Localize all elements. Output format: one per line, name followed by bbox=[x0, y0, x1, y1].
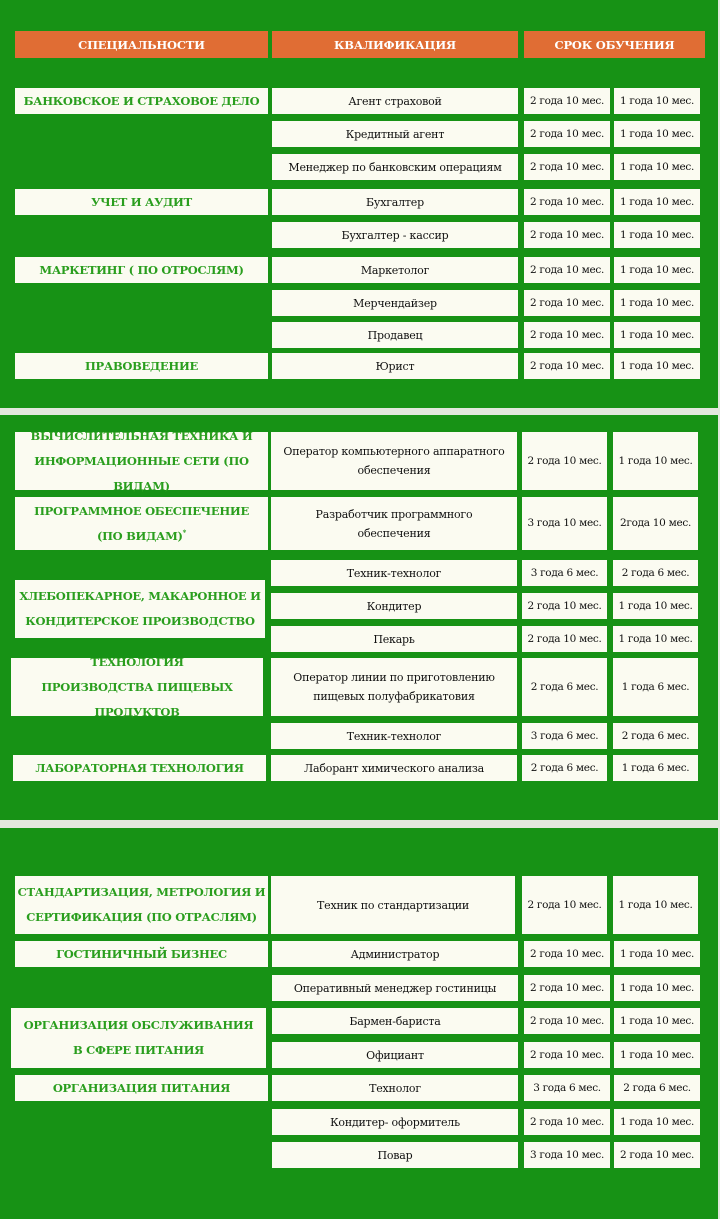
qualification-cell: Бухгалтер bbox=[272, 189, 518, 215]
specialty-banking: БАНКОВСКОЕ И СТРАХОВОЕ ДЕЛО bbox=[15, 88, 268, 114]
specialty-accounting: УЧЕТ И АУДИТ bbox=[15, 189, 268, 215]
duration-cell: 1 года 10 мес. bbox=[614, 121, 700, 147]
duration-cell: 2 года 10 мес. bbox=[524, 189, 610, 215]
qualification-cell: Кредитный агент bbox=[272, 121, 518, 147]
qualification-cell: Пекарь bbox=[271, 626, 517, 652]
duration-cell: 1 года 10 мес. bbox=[614, 222, 700, 248]
qualification-cell: Техник-технолог bbox=[271, 560, 517, 586]
header-specialty: СПЕЦИАЛЬНОСТИ bbox=[15, 31, 268, 58]
specialty-bakery: ХЛЕБОПЕКАРНОЕ, МАКАРОННОЕ И КОНДИТЕРСКОЕ ПРОИЗВОДСТВО bbox=[15, 580, 265, 638]
qualification-cell: Агент страховой bbox=[272, 88, 518, 114]
duration-cell: 2 года 10 мес. bbox=[522, 432, 607, 490]
duration-cell: 2 года 6 мес. bbox=[613, 560, 698, 586]
duration-cell: 2 года 10 мес. bbox=[522, 876, 607, 934]
qualification-cell: Бармен-бариста bbox=[272, 1008, 518, 1034]
duration-cell: 1 года 10 мес. bbox=[614, 941, 700, 967]
qualification-cell: Оператор линии по приготовлению пищевых полуфабрикатовия bbox=[271, 658, 517, 716]
duration-cell: 1 года 6 мес. bbox=[613, 755, 698, 781]
qualification-cell: Бухгалтер - кассир bbox=[272, 222, 518, 248]
duration-cell: 2 года 10 мес. bbox=[524, 121, 610, 147]
header-duration: СРОК ОБУЧЕНИЯ bbox=[524, 31, 705, 58]
specialty-hotel: ГОСТИНИЧНЫЙ БИЗНЕС bbox=[15, 941, 268, 967]
qualification-cell: Продавец bbox=[272, 322, 518, 348]
qualification-cell: Оперативный менеджер гостиницы bbox=[272, 975, 518, 1001]
duration-cell: 1 года 10 мес. bbox=[614, 975, 700, 1001]
specialty-catering-service: ОРГАНИЗАЦИЯ ОБСЛУЖИВАНИЯ В СФЕРЕ ПИТАНИЯ bbox=[11, 1008, 266, 1068]
duration-cell: 1 года 10 мес. bbox=[614, 290, 700, 316]
specialty-laboratory: ЛАБОРАТОРНАЯ ТЕХНОЛОГИЯ bbox=[13, 755, 266, 781]
duration-cell: 2года 10 мес. bbox=[613, 497, 698, 550]
qualification-cell: Лаборант химического анализа bbox=[271, 755, 517, 781]
duration-cell: 1 года 10 мес. bbox=[613, 593, 698, 619]
duration-cell: 2 года 10 мес. bbox=[524, 222, 610, 248]
panel-technology bbox=[0, 415, 718, 820]
qualification-cell: Менеджер по банковским операциям bbox=[272, 154, 518, 180]
duration-cell: 2 года 10 мес. bbox=[524, 1042, 610, 1068]
duration-cell: 2 года 10 мес. bbox=[522, 593, 607, 619]
duration-cell: 1 года 10 мес. bbox=[614, 189, 700, 215]
specialty-computing: ВЫЧИСЛИТЕЛЬНАЯ ТЕХНИКА И ИНФОРМАЦИОННЫЕ СЕТИ (ПО ВИДАМ) bbox=[15, 432, 268, 490]
duration-cell: 3 года 10 мес. bbox=[524, 1142, 610, 1168]
panel-services bbox=[0, 828, 718, 1219]
duration-cell: 2 года 10 мес. bbox=[524, 353, 610, 379]
duration-cell: 3 года 6 мес. bbox=[524, 1075, 610, 1101]
duration-cell: 2 года 6 мес. bbox=[613, 723, 698, 749]
duration-cell: 1 года 6 мес. bbox=[613, 658, 698, 716]
duration-cell: 2 года 10 мес. bbox=[524, 322, 610, 348]
duration-cell: 3 года 6 мес. bbox=[522, 723, 607, 749]
duration-cell: 3 года 6 мес. bbox=[522, 560, 607, 586]
qualification-cell: Юрист bbox=[272, 353, 518, 379]
specialty-marketing: МАРКЕТИНГ ( ПО ОТРОСЛЯМ) bbox=[15, 257, 268, 283]
duration-cell: 2 года 6 мес. bbox=[522, 755, 607, 781]
duration-cell: 1 года 10 мес. bbox=[614, 353, 700, 379]
duration-cell: 2 года 10 мес. bbox=[522, 626, 607, 652]
duration-cell: 2 года 10 мес. bbox=[524, 88, 610, 114]
qualification-cell: Технолог bbox=[272, 1075, 518, 1101]
duration-cell: 1 года 10 мес. bbox=[614, 1042, 700, 1068]
qualification-cell: Разработчик программного обеспечения bbox=[271, 497, 517, 550]
specialty-standardization: СТАНДАРТИЗАЦИЯ, МЕТРОЛОГИЯ И СЕРТИФИКАЦИЯ (ПО ОТРАСЛЯМ) bbox=[15, 876, 268, 934]
panel-economics bbox=[0, 0, 718, 408]
qualification-cell: Администратор bbox=[272, 941, 518, 967]
duration-cell: 2 года 10 мес. bbox=[524, 975, 610, 1001]
specialty-software: ПРОГРАММНОЕ ОБЕСПЕЧЕНИЕ (ПО ВИДАМ)* bbox=[15, 497, 268, 550]
qualification-cell: Повар bbox=[272, 1142, 518, 1168]
duration-cell: 2 года 10 мес. bbox=[524, 257, 610, 283]
qualification-cell: Маркетолог bbox=[272, 257, 518, 283]
duration-cell: 1 года 10 мес. bbox=[614, 88, 700, 114]
duration-cell: 2 года 10 мес. bbox=[524, 290, 610, 316]
duration-cell: 1 года 10 мес. bbox=[613, 626, 698, 652]
duration-cell: 2 года 6 мес. bbox=[522, 658, 607, 716]
specialty-catering: ОРГАНИЗАЦИЯ ПИТАНИЯ bbox=[15, 1075, 268, 1101]
duration-cell: 2 года 6 мес. bbox=[614, 1075, 700, 1101]
specialty-law: ПРАВОВЕДЕНИЕ bbox=[15, 353, 268, 379]
qualification-cell: Техник по стандартизации bbox=[271, 876, 515, 934]
duration-cell: 2 года 10 мес. bbox=[524, 1109, 610, 1135]
duration-cell: 2 года 10 мес. bbox=[524, 154, 610, 180]
duration-cell: 2 года 10 мес. bbox=[614, 1142, 700, 1168]
qualification-cell: Техник-технолог bbox=[271, 723, 517, 749]
duration-cell: 1 года 10 мес. bbox=[614, 1008, 700, 1034]
qualification-cell: Кондитер bbox=[271, 593, 517, 619]
duration-cell: 2 года 10 мес. bbox=[524, 941, 610, 967]
qualification-cell: Официант bbox=[272, 1042, 518, 1068]
duration-cell: 1 года 10 мес. bbox=[614, 257, 700, 283]
header-qualification: КВАЛИФИКАЦИЯ bbox=[272, 31, 518, 58]
duration-cell: 3 года 10 мес. bbox=[522, 497, 607, 550]
duration-cell: 1 года 10 мес. bbox=[614, 1109, 700, 1135]
duration-cell: 1 года 10 мес. bbox=[614, 154, 700, 180]
duration-cell: 1 года 10 мес. bbox=[613, 876, 698, 934]
specialty-food-production: ТЕХНОЛОГИЯ ПРОИЗВОДСТВА ПИЩЕВЫХ ПРОДУКТОВ bbox=[11, 658, 263, 716]
qualification-cell: Оператор компьютерного аппаратного обеспечения bbox=[271, 432, 517, 490]
duration-cell: 1 года 10 мес. bbox=[614, 322, 700, 348]
duration-cell: 1 года 10 мес. bbox=[613, 432, 698, 490]
duration-cell: 2 года 10 мес. bbox=[524, 1008, 610, 1034]
qualification-cell: Кондитер- оформитель bbox=[272, 1109, 518, 1135]
qualification-cell: Мерчендайзер bbox=[272, 290, 518, 316]
